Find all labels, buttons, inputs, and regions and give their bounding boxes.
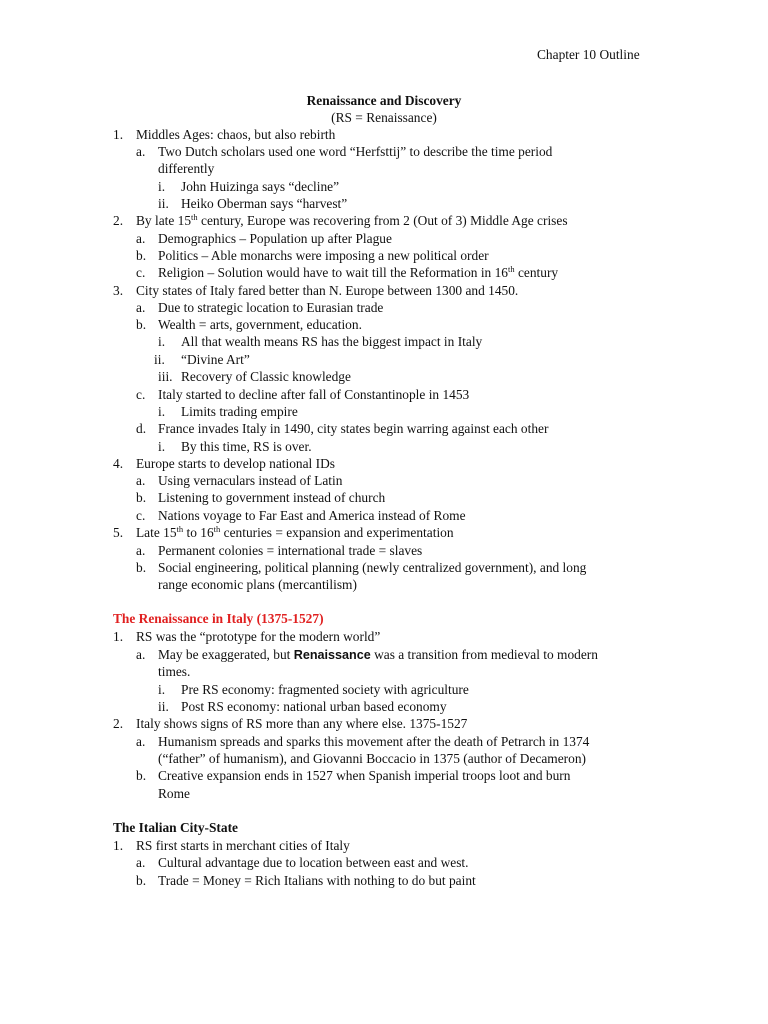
- marker: 1.: [113, 629, 124, 644]
- marker: i.: [158, 179, 166, 194]
- marker: b.: [136, 560, 147, 575]
- marker: b.: [136, 317, 147, 332]
- outline-line: Europe starts to develop national IDs: [136, 456, 335, 471]
- outline-line: Two Dutch scholars used one word “Herfsttij” to describe the time period: [158, 144, 553, 159]
- outline-line: By late 15th century, Europe was recovering from 2 (Out of 3) Middle Age crises: [136, 212, 568, 228]
- marker: ii.: [158, 196, 169, 211]
- outline-line: Wealth = arts, government, education.: [158, 317, 362, 332]
- outline-line: RS first starts in merchant cities of Italy: [136, 838, 350, 853]
- outline-line: Using vernaculars instead of Latin: [158, 473, 343, 488]
- document-subtitle: (RS = Renaissance): [331, 110, 437, 125]
- outline-line: Cultural advantage due to location between east and west.: [158, 855, 469, 870]
- marker: i.: [158, 404, 166, 419]
- marker: 5.: [113, 525, 124, 540]
- outline-line: Pre RS economy: fragmented society with agriculture: [181, 682, 469, 697]
- marker: i.: [158, 682, 166, 697]
- marker: 1.: [113, 838, 124, 853]
- outline-line: Politics – Able monarchs were imposing a new political order: [158, 248, 489, 263]
- outline-line: Heiko Oberman says “harvest”: [181, 196, 348, 211]
- page-header: Chapter 10 Outline: [537, 47, 640, 62]
- marker: c.: [136, 387, 146, 402]
- marker: c.: [136, 265, 146, 280]
- outline-line: Post RS economy: national urban based economy: [181, 699, 447, 714]
- outline-line: Religion – Solution would have to wait till the Reformation in 16th century: [158, 264, 559, 280]
- outline-line: All that wealth means RS has the biggest impact in Italy: [181, 334, 483, 349]
- marker: ii.: [158, 699, 169, 714]
- outline-line: May be exaggerated, but Renaissance was a transition from medieval to modern: [158, 647, 598, 662]
- marker: b.: [136, 873, 147, 888]
- outline-line: range economic plans (mercantilism): [158, 577, 357, 592]
- outline-line: Listening to government instead of church: [158, 490, 386, 505]
- marker: a.: [136, 473, 146, 488]
- marker: 2.: [113, 213, 124, 228]
- outline-line: Creative expansion ends in 1527 when Spanish imperial troops loot and burn: [158, 768, 571, 783]
- marker: 3.: [113, 283, 124, 298]
- marker: b.: [136, 768, 147, 783]
- marker: a.: [136, 734, 146, 749]
- marker: d.: [136, 421, 147, 436]
- marker: a.: [136, 300, 146, 315]
- marker: i.: [158, 334, 166, 349]
- outline-line: Recovery of Classic knowledge: [181, 369, 351, 384]
- marker: ii.: [154, 352, 165, 367]
- outline-line: City states of Italy fared better than N. Europe between 1300 and 1450.: [136, 283, 519, 298]
- outline-line: Social engineering, political planning (newly centralized government), and long: [158, 560, 587, 575]
- marker: iii.: [158, 369, 173, 384]
- marker: b.: [136, 490, 147, 505]
- marker: 1.: [113, 127, 124, 142]
- outline-line: Nations voyage to Far East and America instead of Rome: [158, 508, 466, 523]
- outline-line: (“father” of humanism), and Giovanni Boccacio in 1375 (author of Decameron): [158, 751, 586, 766]
- outline-line: Due to strategic location to Eurasian trade: [158, 300, 384, 315]
- outline-line: Italy started to decline after fall of Constantinople in 1453: [158, 387, 470, 402]
- marker: 4.: [113, 456, 124, 471]
- outline-line: differently: [158, 161, 215, 176]
- outline-line: Trade = Money = Rich Italians with nothing to do but paint: [158, 873, 476, 888]
- outline-line: Late 15th to 16th centuries = expansion and experimentation: [136, 524, 454, 540]
- marker: a.: [136, 231, 146, 246]
- marker: c.: [136, 508, 146, 523]
- marker: 2.: [113, 716, 124, 731]
- outline-line: times.: [158, 664, 191, 679]
- marker: a.: [136, 855, 146, 870]
- document-title: Renaissance and Discovery: [306, 93, 462, 108]
- section-heading: The Renaissance in Italy (1375-1527): [113, 611, 324, 626]
- outline-line: John Huizinga says “decline”: [181, 179, 340, 194]
- outline-line: RS was the “prototype for the modern world”: [136, 629, 381, 644]
- outline-line: By this time, RS is over.: [181, 439, 312, 454]
- outline-line: Limits trading empire: [181, 404, 298, 419]
- outline-line: France invades Italy in 1490, city states begin warring against each other: [158, 421, 549, 436]
- outline-line: Humanism spreads and sparks this movement after the death of Petrarch in 1374: [158, 734, 590, 749]
- section-heading: The Italian City-State: [113, 820, 238, 835]
- outline-line: “Divine Art”: [181, 352, 250, 367]
- marker: b.: [136, 248, 147, 263]
- outline-line: Permanent colonies = international trade = slaves: [158, 543, 423, 558]
- outline-line: Italy shows signs of RS more than any where else. 1375-1527: [136, 716, 468, 731]
- outline-line: Demographics – Population up after Plague: [158, 231, 392, 246]
- marker: a.: [136, 144, 146, 159]
- marker: a.: [136, 647, 146, 662]
- outline-line: Middles Ages: chaos, but also rebirth: [136, 127, 336, 142]
- marker: a.: [136, 543, 146, 558]
- marker: i.: [158, 439, 166, 454]
- outline-line: Rome: [158, 786, 190, 801]
